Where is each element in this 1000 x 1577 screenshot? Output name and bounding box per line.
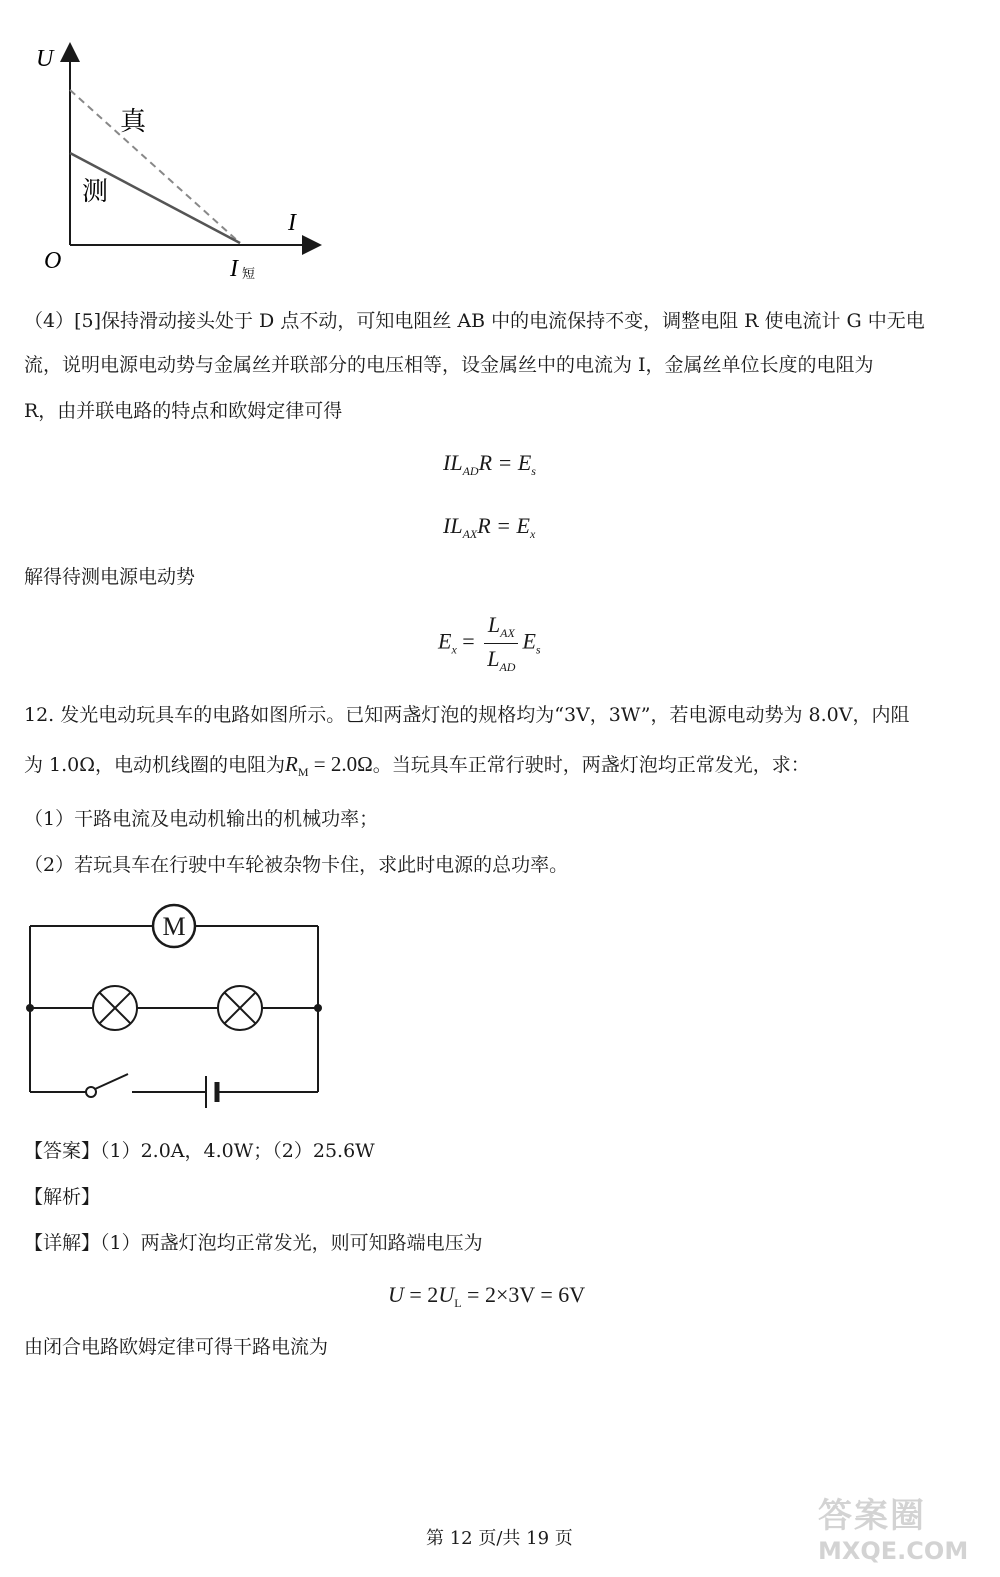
watermark: 答案圈 MXQE.COM bbox=[818, 1496, 969, 1565]
switch-symbol bbox=[86, 1074, 128, 1097]
part4-line3: R，由并联电路的特点和欧姆定律可得 bbox=[24, 400, 343, 422]
ui-graph bbox=[20, 30, 330, 285]
page-footer: 第 12 页/共 19 页 bbox=[426, 1528, 573, 1549]
origin-label: O bbox=[44, 248, 62, 274]
measured-line-label: 测 bbox=[82, 177, 109, 206]
answer-line: 【答案】（1）2.0A，4.0W；（2）25.6W bbox=[24, 1140, 375, 1162]
junction-right bbox=[314, 1004, 322, 1012]
fraction: $\frac{L_{AX}}{L_{AD}}$ bbox=[484, 612, 518, 675]
lamp-2-symbol bbox=[218, 986, 262, 1030]
q12-line1: 12. 发光电动玩具车的电路如图所示。已知两盏灯泡的规格均为“3V，3W”，若电源电动势为 8.0V，内阻 bbox=[24, 704, 910, 726]
q12-line2: 为 1.0Ω，电动机线圈的电阻为$R_M = 2.0\Omega$。当玩具车正常行驶时，两盏灯泡均正常发光，求： bbox=[24, 752, 810, 779]
part4-line2: 流，说明电源电动势与金属丝并联部分的电压相等，设金属丝中的电流为 I，金属丝单位长度的电阻为 bbox=[24, 354, 874, 376]
motor-symbol bbox=[153, 905, 195, 947]
intercept-label-sub: 短 bbox=[242, 266, 256, 281]
part4-line1: （4）[5]保持滑动接头处于 D 点不动，可知电阻丝 AB 中的电流保持不变，调整电阻 R 使电流计 G 中无电 bbox=[24, 310, 925, 332]
circuit-diagram bbox=[20, 898, 330, 1118]
junction-left bbox=[26, 1004, 34, 1012]
battery-symbol bbox=[206, 1076, 217, 1108]
analysis-heading: 【解析】 bbox=[24, 1186, 101, 1208]
equation-4: $U = 2U_L = 2\times 3V = 6V$ bbox=[388, 1282, 586, 1310]
q12-sub2: （2）若玩具车在行驶中车轮被杂物卡住，求此时电源的总功率。 bbox=[24, 854, 569, 876]
solve-text: 解得待测电源电动势 bbox=[24, 566, 196, 588]
closing-line: 由闭合电路欧姆定律可得干路电流为 bbox=[24, 1336, 329, 1358]
detail-line: 【详解】（1）两盏灯泡均正常发光，则可知路端电压为 bbox=[24, 1232, 483, 1254]
q12-sub1: （1）干路电流及电动机输出的机械功率； bbox=[24, 808, 379, 830]
equation-3: $E_x$ = $\frac{L_{AX}}{L_{AD}}$ $E_s$ bbox=[438, 612, 541, 674]
equation-2: $IL_{AX}R = E_x$ bbox=[443, 513, 536, 541]
x-axis-label: I bbox=[288, 210, 296, 236]
svg-text:M: M bbox=[162, 912, 186, 941]
equation-1: $IL_{AD}R = E_s$ bbox=[443, 450, 536, 478]
y-axis-label: U bbox=[36, 46, 54, 72]
true-line-label: 真 bbox=[120, 107, 147, 136]
intercept-label: I bbox=[230, 256, 238, 282]
lamp-1-symbol bbox=[93, 986, 137, 1030]
